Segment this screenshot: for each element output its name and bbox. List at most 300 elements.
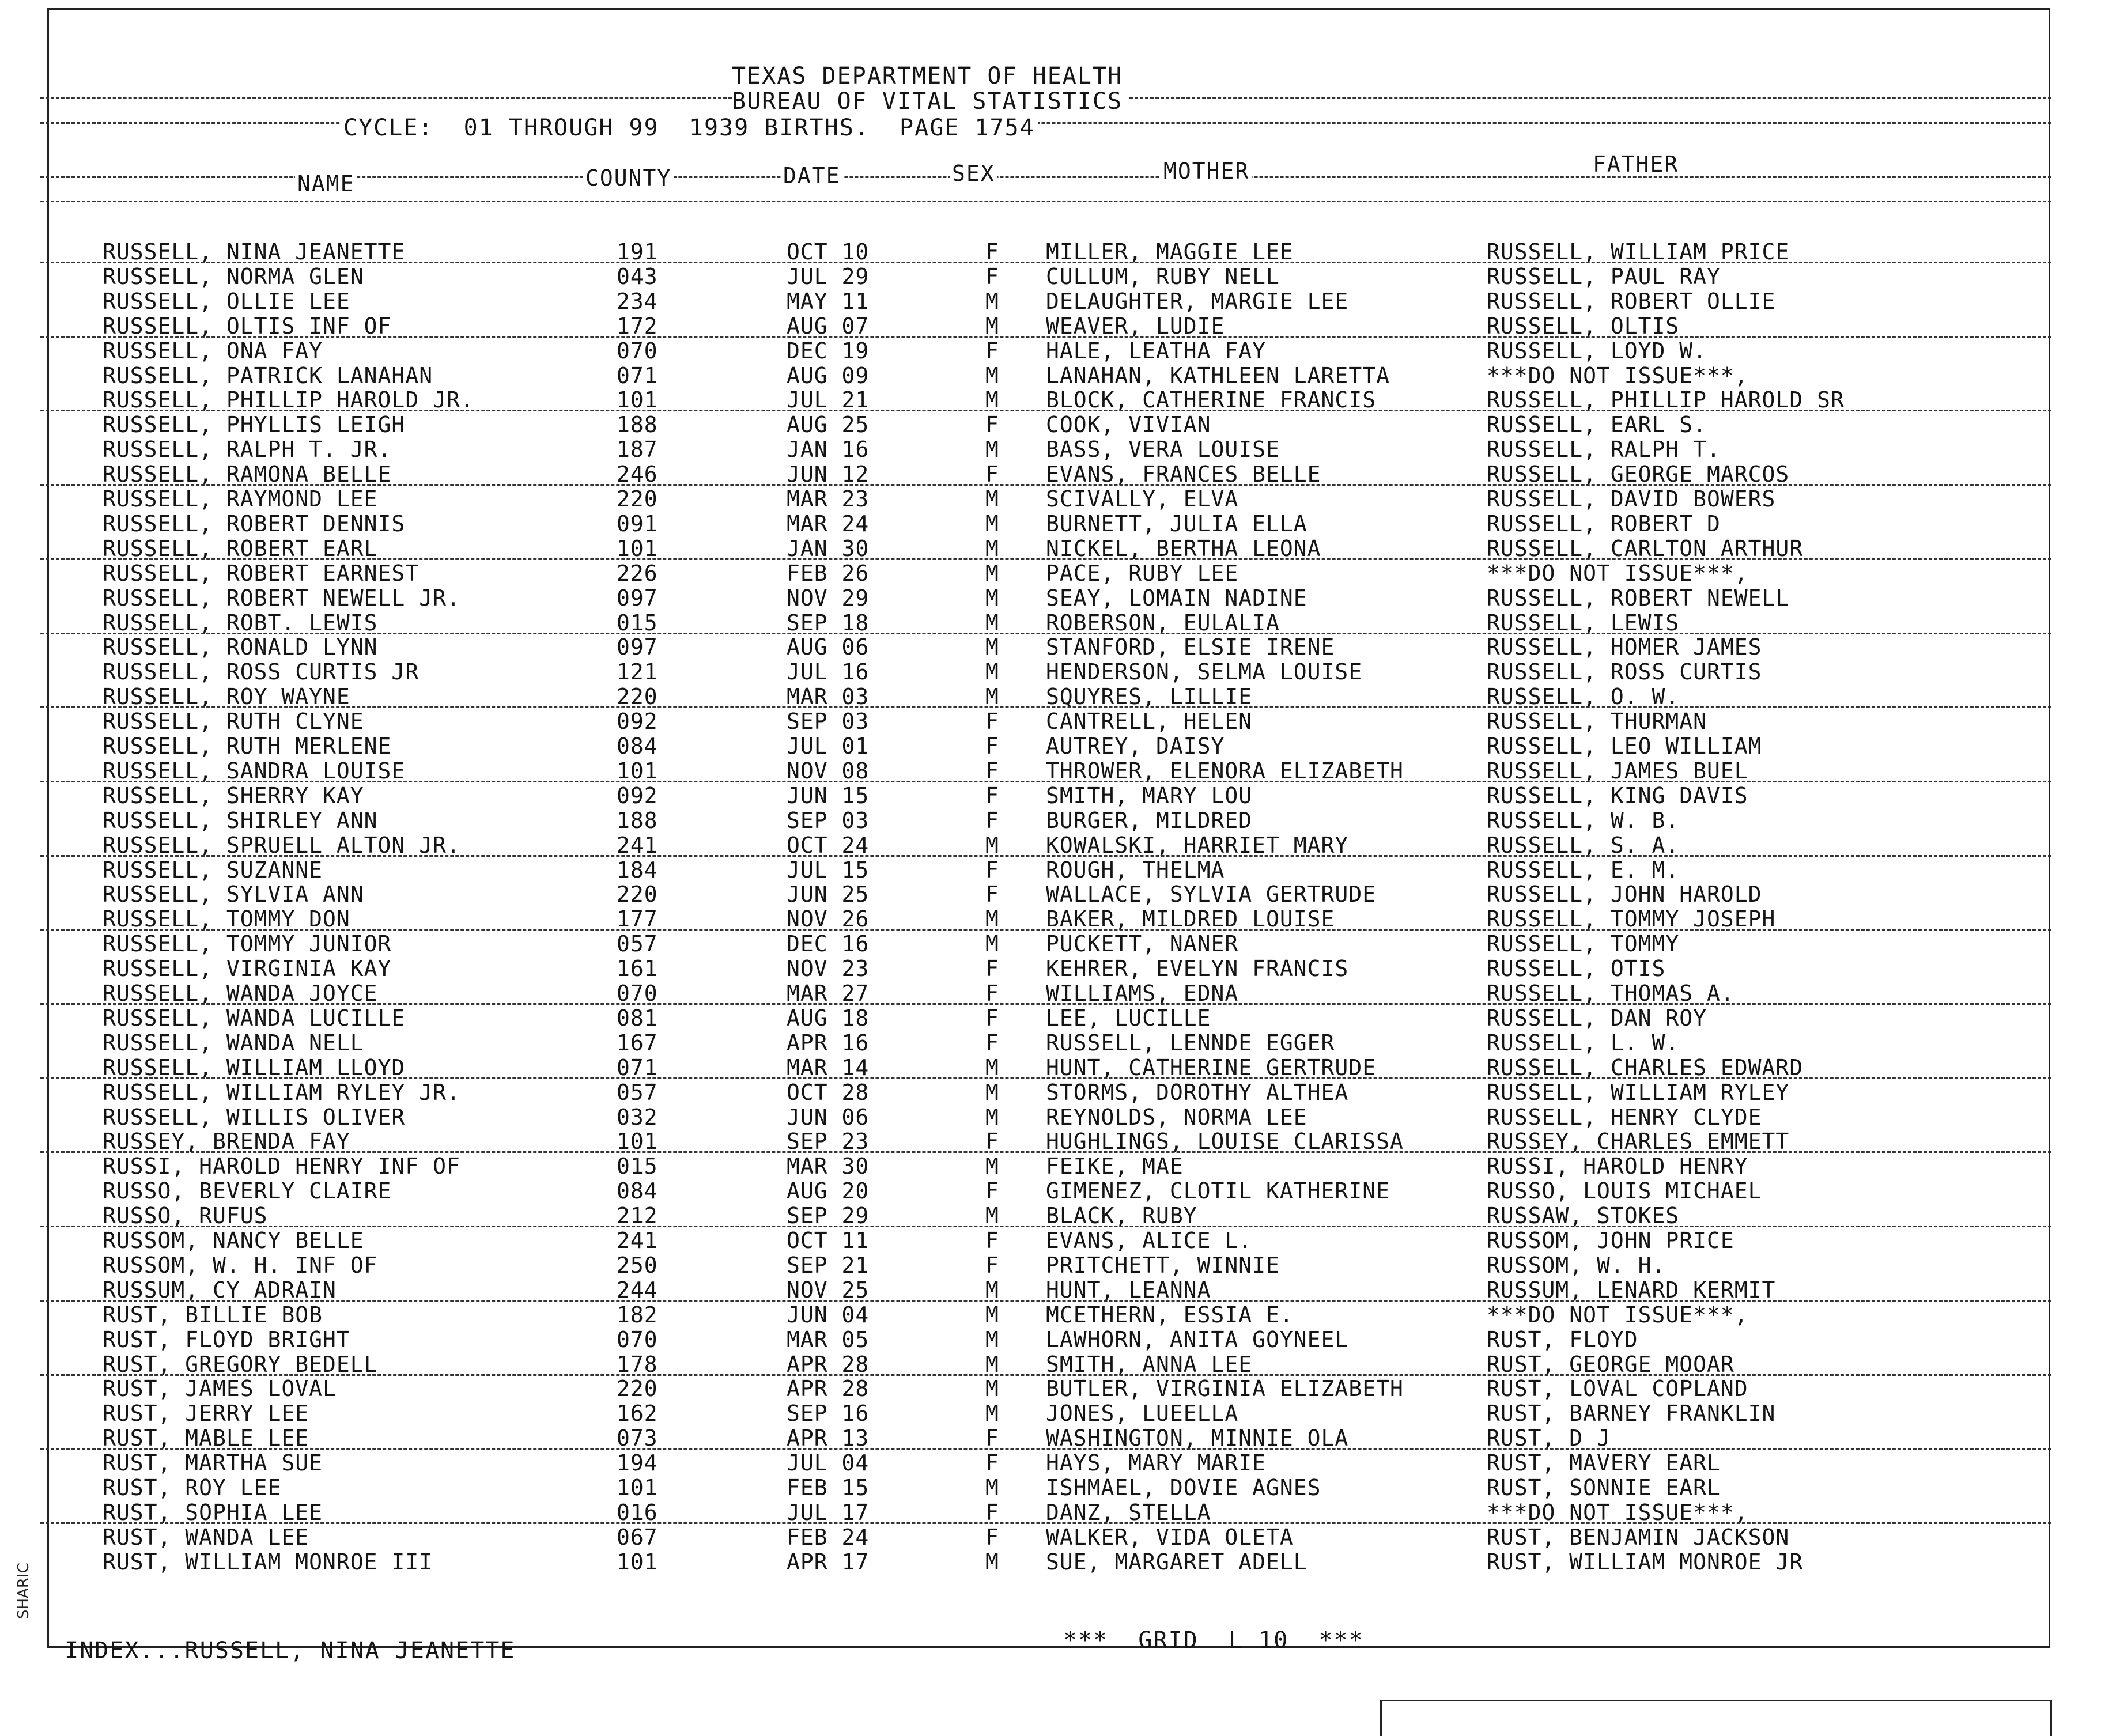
row-separator-rule xyxy=(40,410,2051,411)
cell-sex: M xyxy=(985,1326,999,1352)
cell-name: RUSSELL, WILLIAM RYLEY JR. xyxy=(103,1079,460,1105)
header-rule xyxy=(40,97,732,99)
cell-date: OCT 11 xyxy=(787,1228,870,1253)
cell-date: OCT 24 xyxy=(787,832,870,858)
cell-date: JUL 21 xyxy=(787,387,870,413)
cell-mother: BAKER, MILDRED LOUISE xyxy=(1046,906,1335,932)
cell-sex: M xyxy=(985,832,999,858)
cell-county: 070 xyxy=(617,338,658,364)
cell-name: RUSSELL, PHILLIP HAROLD JR. xyxy=(103,387,474,413)
cell-sex: M xyxy=(985,313,999,339)
cell-mother: KOWALSKI, HARRIET MARY xyxy=(1046,832,1349,858)
cell-sex: F xyxy=(985,758,999,784)
table-row xyxy=(0,1427,2120,1451)
row-separator-rule xyxy=(40,1300,2051,1302)
cell-name: RUSSELL, SPRUELL ALTON JR. xyxy=(103,832,460,858)
cell-county: 182 xyxy=(617,1302,658,1327)
cell-name: RUSSELL, PHYLLIS LEIGH xyxy=(103,412,406,438)
cell-mother: FEIKE, MAE xyxy=(1046,1153,1184,1179)
table-row xyxy=(0,362,2120,389)
cell-name: RUSSELL, SHIRLEY ANN xyxy=(103,807,378,833)
cell-sex: M xyxy=(985,1104,999,1130)
cell-sex: M xyxy=(985,535,999,561)
cell-name: RUSSELL, PATRICK LANAHAN xyxy=(103,362,433,388)
table-row xyxy=(0,535,2120,562)
grid-reference: *** GRID L 10 *** xyxy=(1063,1627,1364,1654)
cell-county: 250 xyxy=(617,1252,658,1278)
cell-date: AUG 07 xyxy=(787,313,870,339)
cell-father: RUSSELL, KING DAVIS xyxy=(1487,782,1748,808)
cell-date: AUG 25 xyxy=(787,412,870,438)
cell-mother: SQUYRES, LILLIE xyxy=(1046,684,1253,710)
cell-county: 092 xyxy=(617,709,658,735)
cell-father: RUSSELL, ROBERT NEWELL xyxy=(1487,585,1790,611)
cell-county: 220 xyxy=(617,882,658,907)
cell-date: APR 17 xyxy=(787,1549,870,1575)
table-row xyxy=(0,1007,2120,1031)
table-row xyxy=(0,290,2120,315)
cell-name: RUSSELL, SANDRA LOUISE xyxy=(103,758,406,784)
row-separator-rule xyxy=(40,633,2051,634)
cell-father: RUST, GEORGE MOOAR xyxy=(1487,1351,1734,1377)
cell-father: RUSSELL, JAMES BUEL xyxy=(1487,758,1748,784)
cell-father: RUSSELL, GEORGE MARCOS xyxy=(1487,462,1790,487)
column-header-county: COUNTY xyxy=(583,167,674,189)
cell-sex: F xyxy=(985,733,999,759)
cell-county: 097 xyxy=(617,585,658,611)
cell-sex: M xyxy=(985,610,999,636)
cell-father: RUSSELL, DAN ROY xyxy=(1487,1005,1707,1031)
cell-county: 188 xyxy=(617,412,658,438)
cell-county: 178 xyxy=(617,1351,658,1377)
table-row xyxy=(0,1477,2120,1501)
cell-county: 091 xyxy=(617,510,658,536)
cell-date: APR 28 xyxy=(787,1376,870,1402)
cell-mother: HUNT, CATHERINE GERTRUDE xyxy=(1046,1054,1377,1080)
cell-county: 073 xyxy=(617,1425,658,1451)
cell-sex: F xyxy=(985,338,999,364)
cell-father: RUSSELL, WILLIAM RYLEY xyxy=(1487,1079,1790,1105)
cell-date: MAY 11 xyxy=(787,288,870,314)
table-row xyxy=(0,463,2120,487)
table-row xyxy=(0,982,2120,1007)
cell-sex: M xyxy=(985,560,999,586)
table-row xyxy=(0,510,2120,537)
cell-date: APR 28 xyxy=(787,1351,870,1377)
cell-sex: F xyxy=(985,412,999,438)
cell-mother: SEAY, LOMAIN NADINE xyxy=(1046,585,1307,611)
cell-father: RUST, D J xyxy=(1487,1425,1611,1451)
cell-sex: M xyxy=(985,1203,999,1229)
cell-name: RUST, JAMES LOVAL xyxy=(103,1376,337,1402)
cell-sex: M xyxy=(985,906,999,932)
cell-father: RUSSELL, TOMMY xyxy=(1487,931,1680,957)
cell-county: 191 xyxy=(617,239,658,264)
cell-name: RUSSELL, ROBERT EARL xyxy=(103,535,378,561)
cell-father: RUSSELL, L. W. xyxy=(1487,1030,1680,1056)
cell-county: 092 xyxy=(617,782,658,808)
cell-mother: HUNT, LEANNA xyxy=(1046,1277,1211,1303)
cell-sex: F xyxy=(985,1450,999,1476)
cell-father: RUSSELL, LEWIS xyxy=(1487,610,1680,636)
cell-sex: F xyxy=(985,1030,999,1056)
table-row xyxy=(0,782,2120,809)
cell-father: RUSSELL, LEO WILLIAM xyxy=(1487,733,1762,759)
row-separator-rule xyxy=(40,1003,2051,1005)
cell-sex: F xyxy=(985,1129,999,1155)
row-separator-rule xyxy=(40,929,2051,931)
cell-name: RUST, SOPHIA LEE xyxy=(103,1499,323,1525)
cell-county: 121 xyxy=(617,659,658,685)
column-header-date: DATE xyxy=(781,165,843,187)
cell-name: RUST, JERRY LEE xyxy=(103,1401,309,1427)
cell-mother: BURGER, MILDRED xyxy=(1046,807,1253,833)
cell-county: 067 xyxy=(617,1524,658,1550)
table-row xyxy=(0,834,2120,858)
cell-county: 234 xyxy=(617,288,658,314)
table-row xyxy=(0,735,2120,759)
cell-date: MAR 14 xyxy=(787,1054,870,1080)
cell-name: RUSSELL, TOMMY DON xyxy=(103,906,350,932)
cell-county: 212 xyxy=(617,1203,658,1229)
cell-name: RUSSELL, ROBERT NEWELL JR. xyxy=(103,585,460,611)
index-line: INDEX...RUSSELL, NINA JEANETTE xyxy=(65,1637,516,1664)
cell-county: 188 xyxy=(617,807,658,833)
header-rule xyxy=(1129,97,2051,99)
cell-date: JAN 30 xyxy=(787,535,870,561)
cell-date: NOV 23 xyxy=(787,956,870,982)
cell-county: 071 xyxy=(617,1054,658,1080)
cell-father: RUST, MAVERY EARL xyxy=(1487,1450,1721,1476)
cell-father: RUSSAW, STOKES xyxy=(1487,1203,1680,1229)
cell-father: RUSSI, HAROLD HENRY xyxy=(1487,1153,1748,1179)
cell-county: 097 xyxy=(617,634,658,660)
cell-mother: NICKEL, BERTHA LEONA xyxy=(1046,535,1321,561)
cell-mother: ROUGH, THELMA xyxy=(1046,857,1225,883)
cell-sex: M xyxy=(985,1079,999,1105)
cell-name: RUSSELL, SUZANNE xyxy=(103,857,323,883)
row-separator-rule xyxy=(40,1374,2051,1376)
cell-sex: M xyxy=(985,437,999,463)
cell-date: JUN 15 xyxy=(787,782,870,808)
cell-county: 177 xyxy=(617,906,658,932)
cell-date: MAR 03 xyxy=(787,684,870,710)
row-separator-rule xyxy=(40,1151,2051,1153)
cell-mother: COOK, VIVIAN xyxy=(1046,412,1211,438)
table-row xyxy=(0,1402,2120,1427)
cell-name: RUSSELL, ROY WAYNE xyxy=(103,684,350,710)
cell-date: AUG 20 xyxy=(787,1178,870,1204)
cell-mother: CANTRELL, HELEN xyxy=(1046,709,1253,735)
cell-date: DEC 16 xyxy=(787,931,870,957)
cell-mother: STANFORD, ELSIE IRENE xyxy=(1046,634,1335,660)
cell-sex: F xyxy=(985,807,999,833)
cell-name: RUSSELL, RONALD LYNN xyxy=(103,634,378,660)
cell-sex: M xyxy=(985,684,999,710)
cell-date: JUL 15 xyxy=(787,857,870,883)
cell-sex: F xyxy=(985,709,999,735)
cell-father: RUSSELL, TOMMY JOSEPH xyxy=(1487,906,1776,932)
cell-date: SEP 21 xyxy=(787,1252,870,1278)
cell-sex: M xyxy=(985,510,999,536)
cell-date: JUN 12 xyxy=(787,462,870,487)
cell-name: RUSSELL, WILLIAM LLOYD xyxy=(103,1054,406,1080)
cell-date: FEB 24 xyxy=(787,1524,870,1550)
cell-county: 241 xyxy=(617,1228,658,1253)
cell-name: RUST, WANDA LEE xyxy=(103,1524,309,1550)
cell-sex: M xyxy=(985,585,999,611)
cell-sex: M xyxy=(985,1376,999,1402)
cell-mother: SMITH, MARY LOU xyxy=(1046,782,1253,808)
cell-name: RUSSUM, CY ADRAIN xyxy=(103,1277,337,1303)
cell-sex: F xyxy=(985,1005,999,1031)
cell-county: 081 xyxy=(617,1005,658,1031)
cell-date: NOV 26 xyxy=(787,906,870,932)
cell-county: 057 xyxy=(617,931,658,957)
cell-county: 070 xyxy=(617,1326,658,1352)
cell-sex: F xyxy=(985,1425,999,1451)
cell-father: RUSSELL, ROBERT D xyxy=(1487,510,1721,536)
cell-mother: HENDERSON, SELMA LOUISE xyxy=(1046,659,1363,685)
cell-name: RUSSELL, OLLIE LEE xyxy=(103,288,350,314)
cell-mother: WALKER, VIDA OLETA xyxy=(1046,1524,1294,1550)
table-row xyxy=(0,587,2120,611)
cell-county: 162 xyxy=(617,1401,658,1427)
cell-date: FEB 15 xyxy=(787,1475,870,1500)
cell-father: RUSSELL, LOYD W. xyxy=(1487,338,1707,364)
table-row xyxy=(0,488,2120,512)
cell-county: 016 xyxy=(617,1499,658,1525)
cell-father: RUSSELL, O. W. xyxy=(1487,684,1680,710)
table-row xyxy=(0,1353,2120,1378)
table-row xyxy=(0,760,2120,784)
cell-name: RUSSELL, ROBERT DENNIS xyxy=(103,510,406,536)
cell-father: RUST, BENJAMIN JACKSON xyxy=(1487,1524,1790,1550)
cell-county: 071 xyxy=(617,362,658,388)
cell-name: RUSSELL, ONA FAY xyxy=(103,338,323,364)
cell-sex: F xyxy=(985,1228,999,1253)
row-separator-rule xyxy=(40,262,2051,263)
cell-date: SEP 03 xyxy=(787,709,870,735)
cell-father: RUSSELL, HOMER JAMES xyxy=(1487,634,1762,660)
cell-county: 226 xyxy=(617,560,658,586)
cell-sex: M xyxy=(985,634,999,660)
cell-father: RUSSO, LOUIS MICHAEL xyxy=(1487,1178,1762,1204)
cell-father: RUSSELL, ROBERT OLLIE xyxy=(1487,288,1776,314)
cell-father: RUSSELL, OTIS xyxy=(1487,956,1666,982)
department-title: TEXAS DEPARTMENT OF HEALTH xyxy=(732,63,1123,89)
cell-date: SEP 29 xyxy=(787,1203,870,1229)
cell-father: RUSSELL, EARL S. xyxy=(1487,412,1707,438)
cell-name: RUSSELL, RALPH T. JR. xyxy=(103,437,392,463)
cell-father: RUSSELL, CHARLES EDWARD xyxy=(1487,1054,1804,1080)
cell-date: MAR 27 xyxy=(787,981,870,1006)
table-row xyxy=(0,1326,2120,1353)
cell-date: JUL 17 xyxy=(787,1499,870,1525)
table-row xyxy=(0,636,2120,660)
cell-father: RUSSOM, JOHN PRICE xyxy=(1487,1228,1734,1253)
cell-name: RUSSELL, ROBERT EARNEST xyxy=(103,560,420,586)
row-separator-rule xyxy=(40,1448,2051,1450)
cell-mother: SCIVALLY, ELVA xyxy=(1046,486,1239,512)
cell-father: RUSSELL, RALPH T. xyxy=(1487,437,1721,463)
cell-mother: REYNOLDS, NORMA LEE xyxy=(1046,1104,1307,1130)
cell-county: 101 xyxy=(617,1549,658,1575)
cell-father: ***DO NOT ISSUE***, xyxy=(1487,1302,1748,1327)
cell-mother: KEHRER, EVELYN FRANCIS xyxy=(1046,956,1349,982)
cell-county: 220 xyxy=(617,684,658,710)
table-row xyxy=(0,710,2120,735)
cell-mother: DANZ, STELLA xyxy=(1046,1499,1211,1525)
table-row xyxy=(0,1205,2120,1229)
cell-date: JUN 25 xyxy=(787,882,870,907)
table-row xyxy=(0,883,2120,907)
cell-sex: M xyxy=(985,1153,999,1179)
cell-county: 244 xyxy=(617,1277,658,1303)
table-row xyxy=(0,340,2120,364)
cell-date: APR 13 xyxy=(787,1425,870,1451)
cell-mother: ROBERSON, EULALIA xyxy=(1046,610,1280,636)
cell-name: RUSSOM, NANCY BELLE xyxy=(103,1228,364,1253)
table-row xyxy=(0,1155,2120,1179)
cell-county: 194 xyxy=(617,1450,658,1476)
cell-county: 032 xyxy=(617,1104,658,1130)
bureau-title: BUREAU OF VITAL STATISTICS xyxy=(732,88,1123,115)
cell-date: NOV 29 xyxy=(787,585,870,611)
cell-sex: F xyxy=(985,882,999,907)
cell-name: RUSSELL, WANDA LUCILLE xyxy=(103,1005,406,1031)
cell-mother: BLACK, RUBY xyxy=(1046,1203,1197,1229)
cell-name: RUSSELL, ROBT. LEWIS xyxy=(103,610,378,636)
table-row xyxy=(0,1304,2120,1328)
cell-name: RUSSOM, W. H. INF OF xyxy=(103,1252,378,1278)
cell-sex: M xyxy=(985,1351,999,1377)
row-separator-rule xyxy=(40,1522,2051,1524)
cell-date: AUG 18 xyxy=(787,1005,870,1031)
cell-father: RUST, BARNEY FRANKLIN xyxy=(1487,1401,1776,1427)
cell-date: SEP 23 xyxy=(787,1129,870,1155)
cell-mother: BURNETT, JULIA ELLA xyxy=(1046,510,1307,536)
cell-father: RUST, LOVAL COPLAND xyxy=(1487,1376,1748,1402)
table-row xyxy=(0,1081,2120,1106)
row-separator-rule xyxy=(40,1226,2051,1227)
cell-name: RUST, BILLIE BOB xyxy=(103,1302,323,1327)
cell-county: 187 xyxy=(617,437,658,463)
cell-sex: F xyxy=(985,1252,999,1278)
table-row xyxy=(0,807,2120,834)
table-row xyxy=(0,389,2120,413)
table-row xyxy=(0,1054,2120,1081)
cell-father: RUSSELL, JOHN HAROLD xyxy=(1487,882,1762,907)
cell-sex: M xyxy=(985,1549,999,1575)
cell-sex: F xyxy=(985,1178,999,1204)
cell-name: RUSSELL, WANDA JOYCE xyxy=(103,981,378,1006)
cell-mother: LAWHORN, ANITA GOYNEEL xyxy=(1046,1326,1349,1352)
cell-sex: M xyxy=(985,1302,999,1327)
cell-sex: M xyxy=(985,387,999,413)
cell-name: RUST, FLOYD BRIGHT xyxy=(103,1326,350,1352)
table-row xyxy=(0,661,2120,685)
table-row xyxy=(0,263,2120,290)
cell-mother: MCETHERN, ESSIA E. xyxy=(1046,1302,1294,1327)
cell-county: 015 xyxy=(617,1153,658,1179)
cell-county: 101 xyxy=(617,535,658,561)
table-row xyxy=(0,1551,2120,1575)
cell-sex: M xyxy=(985,931,999,957)
cell-mother: WALLACE, SYLVIA GERTRUDE xyxy=(1046,882,1377,907)
table-row xyxy=(0,1452,2120,1476)
cell-sex: M xyxy=(985,1277,999,1303)
cell-county: 084 xyxy=(617,1178,658,1204)
cell-name: RUSSELL, SYLVIA ANN xyxy=(103,882,364,907)
column-header-bottom-rule xyxy=(40,201,2051,202)
cell-father: RUSSELL, THOMAS A. xyxy=(1487,981,1734,1006)
table-row xyxy=(0,438,2120,463)
cell-sex: F xyxy=(985,1524,999,1550)
cell-name: RUST, WILLIAM MONROE III xyxy=(103,1549,433,1575)
cell-name: RUSSELL, WILLIS OLIVER xyxy=(103,1104,406,1130)
cell-name: RUSSEY, BRENDA FAY xyxy=(103,1129,350,1155)
cell-name: RUSSELL, WANDA NELL xyxy=(103,1030,364,1056)
cell-date: DEC 19 xyxy=(787,338,870,364)
cell-father: RUSSELL, WILLIAM PRICE xyxy=(1487,239,1790,264)
cell-mother: DELAUGHTER, MARGIE LEE xyxy=(1046,288,1349,314)
cell-father: RUSSUM, LENARD KERMIT xyxy=(1487,1277,1776,1303)
cell-date: JUL 04 xyxy=(787,1450,870,1476)
cell-county: 101 xyxy=(617,758,658,784)
cell-father: RUSSELL, E. M. xyxy=(1487,857,1680,883)
cell-name: RUSSELL, RAMONA BELLE xyxy=(103,462,392,487)
row-separator-rule xyxy=(40,855,2051,857)
cell-mother: AUTREY, DAISY xyxy=(1046,733,1225,759)
cell-county: 167 xyxy=(617,1030,658,1056)
cell-father: RUSSELL, DAVID BOWERS xyxy=(1487,486,1776,512)
column-header-sex: SEX xyxy=(950,162,997,184)
cell-name: RUSSELL, NINA JEANETTE xyxy=(103,239,406,264)
cell-father: RUSSELL, PAUL RAY xyxy=(1487,263,1721,289)
cell-father: RUSSELL, S. A. xyxy=(1487,832,1680,858)
table-row xyxy=(0,1106,2120,1130)
cell-date: MAR 30 xyxy=(787,1153,870,1179)
cell-sex: F xyxy=(985,462,999,487)
table-row xyxy=(0,1501,2120,1526)
cell-father: RUSSELL, OLTIS xyxy=(1487,313,1680,339)
row-separator-rule xyxy=(40,1077,2051,1079)
cell-mother: EVANS, ALICE L. xyxy=(1046,1228,1253,1253)
cell-father: RUSSELL, ROSS CURTIS xyxy=(1487,659,1762,685)
cell-date: NOV 25 xyxy=(787,1277,870,1303)
cell-county: 084 xyxy=(617,733,658,759)
row-separator-rule xyxy=(40,336,2051,338)
cell-date: JAN 16 xyxy=(787,437,870,463)
cell-father: RUST, WILLIAM MONROE JR xyxy=(1487,1549,1804,1575)
cell-mother: HUGHLINGS, LOUISE CLARISSA xyxy=(1046,1129,1404,1155)
cell-father: RUST, FLOYD xyxy=(1487,1326,1638,1352)
cell-name: RUSSI, HAROLD HENRY INF OF xyxy=(103,1153,460,1179)
table-row xyxy=(0,1279,2120,1303)
table-row xyxy=(0,1130,2120,1155)
cell-county: 101 xyxy=(617,387,658,413)
cell-sex: F xyxy=(985,956,999,982)
row-separator-rule xyxy=(40,706,2051,708)
cell-name: RUSSO, BEVERLY CLAIRE xyxy=(103,1178,392,1204)
cell-date: JUN 06 xyxy=(787,1104,870,1130)
cell-mother: SUE, MARGARET ADELL xyxy=(1046,1549,1307,1575)
cell-name: RUSSELL, ROSS CURTIS JR xyxy=(103,659,420,685)
cell-mother: PACE, RUBY LEE xyxy=(1046,560,1239,586)
cell-county: 015 xyxy=(617,610,658,636)
table-row xyxy=(0,612,2120,636)
